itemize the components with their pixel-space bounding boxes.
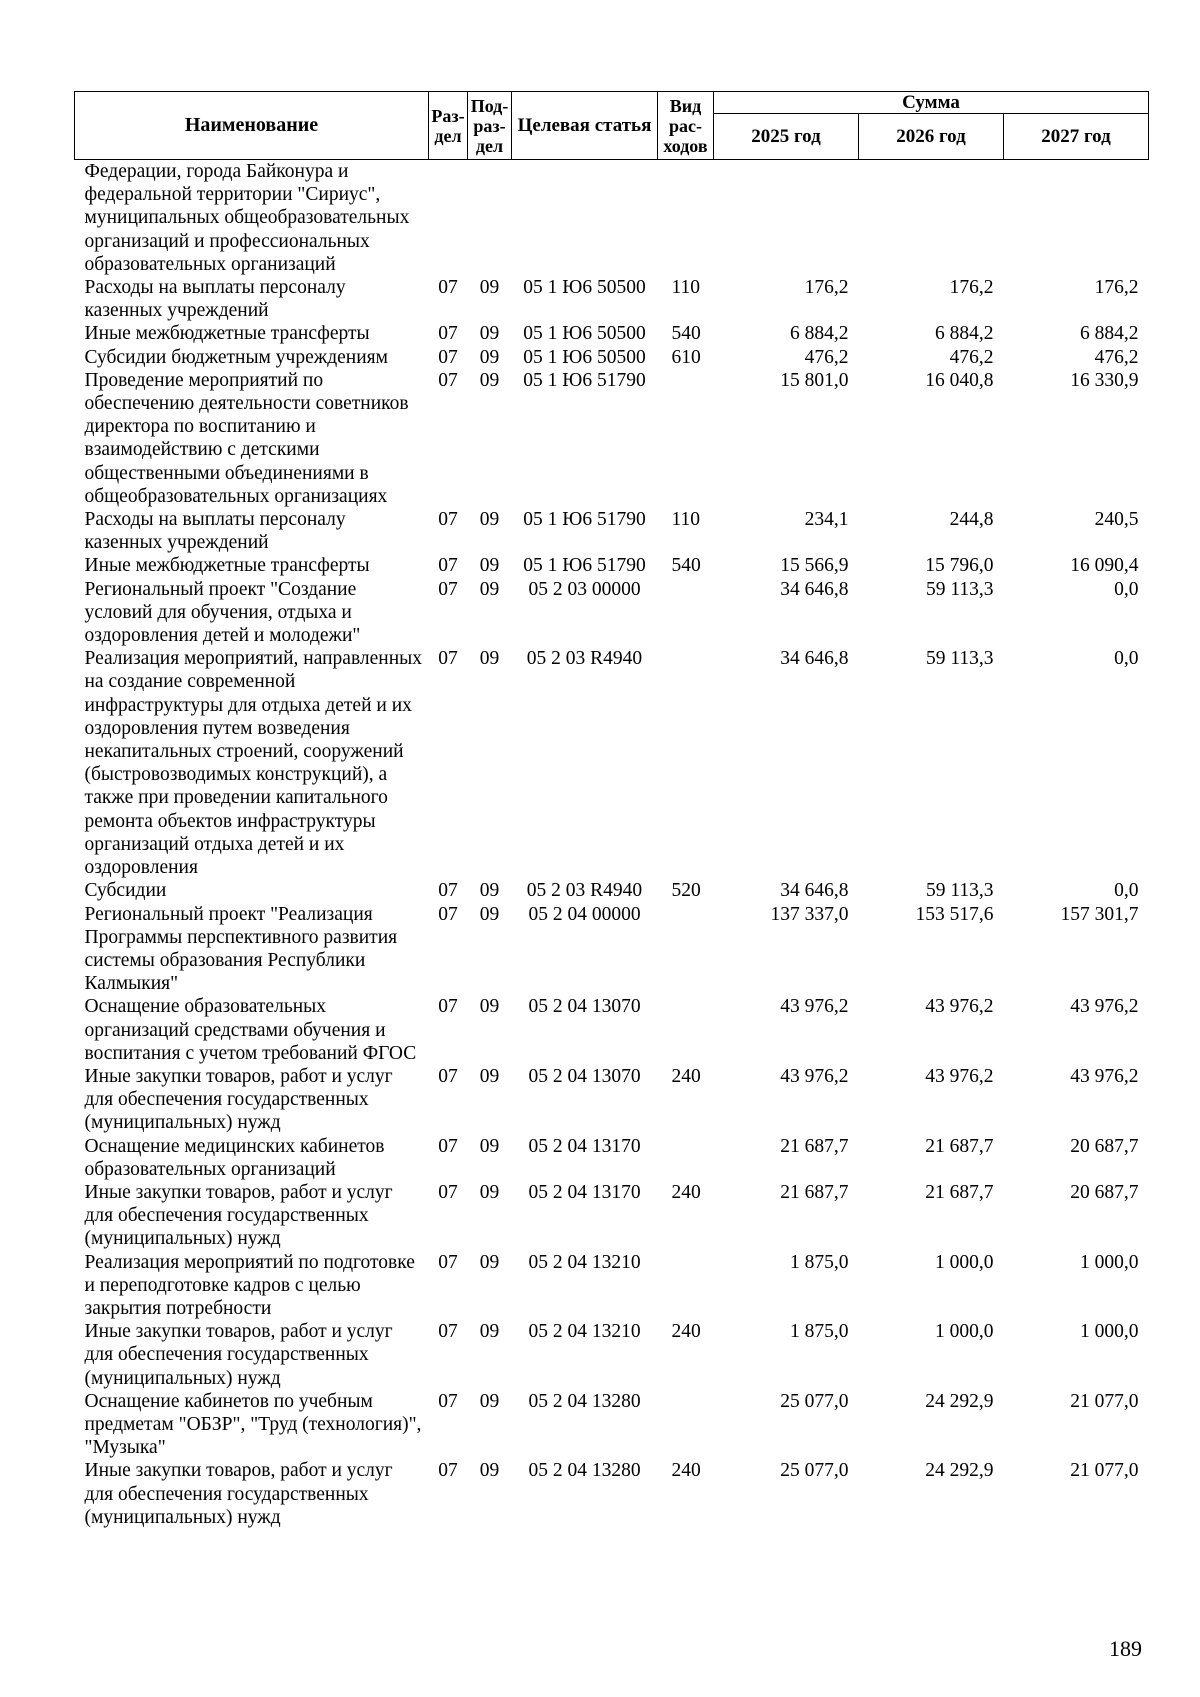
row-razdel: 07 xyxy=(438,509,458,531)
header-year-2026: 2026 год xyxy=(859,114,1004,160)
row-amount-2026: 59 113,3 xyxy=(925,578,994,600)
table-row xyxy=(75,1390,1149,1460)
row-name: Оснащение образовательных организаций средствами обучения и воспитания с учетом требований ФГОС xyxy=(84,996,417,1064)
row-name: Иные межбюджетные трансферты xyxy=(84,555,370,577)
row-amount-2025: 234,1 xyxy=(804,509,849,531)
row-podrazdel: 09 xyxy=(479,323,500,345)
row-podrazdel: 09 xyxy=(479,1251,500,1273)
row-celevaya: 05 1 Ю6 51790 xyxy=(523,555,646,577)
row-vid xyxy=(658,1135,714,1181)
row-amount-2025 xyxy=(714,160,859,277)
row-vid: 240 xyxy=(671,1460,701,1482)
row-amount-2026: 476,2 xyxy=(949,346,994,368)
table-header xyxy=(75,92,1149,160)
table-body xyxy=(75,160,1149,1529)
row-podrazdel: 09 xyxy=(479,578,500,600)
table-row xyxy=(75,647,1149,879)
row-amount-2026 xyxy=(859,160,1004,277)
row-amount-2027: 16 090,4 xyxy=(1070,555,1139,577)
table-row xyxy=(75,1181,1149,1251)
row-amount-2027: 0,0 xyxy=(1114,880,1139,902)
table-row xyxy=(75,1065,1149,1135)
row-amount-2027: 1 000,0 xyxy=(1080,1251,1139,1273)
header-year-2027: 2027 год xyxy=(1004,114,1149,160)
row-amount-2026: 43 976,2 xyxy=(925,1065,994,1087)
row-amount-2027: 20 687,7 xyxy=(1070,1135,1139,1157)
row-celevaya: 05 2 03 R4940 xyxy=(526,880,643,902)
row-vid xyxy=(658,903,714,996)
row-amount-2025: 43 976,2 xyxy=(780,996,849,1018)
table-row xyxy=(75,346,1149,369)
document-page xyxy=(74,91,1148,1529)
table-row xyxy=(75,1459,1149,1529)
row-razdel: 07 xyxy=(438,1390,458,1412)
row-celevaya: 05 2 04 00000 xyxy=(528,903,641,925)
row-podrazdel: 09 xyxy=(479,277,500,299)
row-podrazdel: 09 xyxy=(479,903,500,925)
row-amount-2026: 21 687,7 xyxy=(925,1135,994,1157)
row-celevaya: 05 2 04 13280 xyxy=(528,1460,641,1482)
row-razdel: 07 xyxy=(438,1181,458,1203)
row-amount-2026: 24 292,9 xyxy=(925,1390,994,1412)
row-podrazdel: 09 xyxy=(479,1181,500,1203)
row-amount-2025: 6 884,2 xyxy=(790,323,849,345)
row-vid: 610 xyxy=(671,346,701,368)
table-row xyxy=(75,903,1149,996)
row-razdel: 07 xyxy=(438,1065,458,1087)
row-amount-2027: 6 884,2 xyxy=(1080,323,1139,345)
row-celevaya: 05 2 04 13070 xyxy=(528,1065,641,1087)
row-razdel: 07 xyxy=(438,555,458,577)
table-row xyxy=(75,508,1149,554)
row-vid: 240 xyxy=(671,1065,701,1087)
row-celevaya: 05 1 Ю6 50500 xyxy=(523,323,646,345)
row-vid xyxy=(658,369,714,508)
row-name: Субсидии xyxy=(84,880,167,902)
table-row xyxy=(75,879,1149,902)
row-podrazdel: 09 xyxy=(479,555,500,577)
row-podrazdel: 09 xyxy=(479,346,500,368)
row-razdel: 07 xyxy=(438,1321,458,1343)
row-vid: 240 xyxy=(671,1181,701,1203)
row-celevaya: 05 2 04 13070 xyxy=(528,996,641,1018)
row-razdel: 07 xyxy=(438,346,458,368)
row-amount-2026: 43 976,2 xyxy=(925,996,994,1018)
row-celevaya: 05 2 04 13210 xyxy=(528,1251,641,1273)
table-row xyxy=(75,369,1149,508)
row-amount-2026: 244,8 xyxy=(949,509,994,531)
row-amount-2027: 0,0 xyxy=(1114,648,1139,670)
row-amount-2027: 21 077,0 xyxy=(1070,1390,1139,1412)
row-celevaya xyxy=(512,160,658,277)
row-amount-2027: 0,0 xyxy=(1114,578,1139,600)
row-podrazdel: 09 xyxy=(479,1460,500,1482)
page-number: 189 xyxy=(1109,1636,1142,1661)
row-amount-2026: 16 040,8 xyxy=(925,369,994,391)
row-name: Региональный проект "Реализация Программы перспективного развития системы образования Республики Калмыкия" xyxy=(84,903,398,995)
row-amount-2027: 176,2 xyxy=(1094,277,1139,299)
row-vid: 240 xyxy=(671,1321,701,1343)
row-name: Иные закупки товаров, работ и услуг для обеспечения государственных (муниципальных) нужд xyxy=(84,1065,393,1134)
table-row xyxy=(75,322,1149,345)
row-name: Реализация мероприятий по подготовке и переподготовке кадров с целью закрытия потребности xyxy=(84,1251,415,1319)
row-razdel: 07 xyxy=(438,1135,458,1157)
row-razdel: 07 xyxy=(438,277,458,299)
row-vid: 540 xyxy=(671,323,701,345)
row-amount-2027: 1 000,0 xyxy=(1080,1321,1139,1343)
row-amount-2027: 43 976,2 xyxy=(1070,1065,1139,1087)
row-amount-2026: 21 687,7 xyxy=(925,1181,994,1203)
row-name: Оснащение медицинских кабинетов образовательных организаций xyxy=(84,1135,385,1180)
row-amount-2025: 34 646,8 xyxy=(780,648,849,670)
row-podrazdel: 09 xyxy=(479,369,500,391)
row-amount-2027: 157 301,7 xyxy=(1060,903,1139,925)
table-row xyxy=(75,1135,1149,1181)
row-name: Реализация мероприятий, направленных на создание современной инфраструктуры для отдыха детей и их оздоровления путем возведения некапитальных строений, сооружений (быстровозводимых конструкций), а также при проведении капитального ремонта объектов инфраструктуры организаций отдыха детей и их оздоровления xyxy=(84,648,423,879)
row-razdel: 07 xyxy=(438,648,458,670)
row-amount-2026: 15 796,0 xyxy=(925,555,994,577)
row-amount-2025: 176,2 xyxy=(804,277,849,299)
row-razdel: 07 xyxy=(438,323,458,345)
row-vid xyxy=(658,578,714,648)
row-amount-2025: 1 875,0 xyxy=(790,1251,849,1273)
row-amount-2026: 153 517,6 xyxy=(915,903,994,925)
row-name: Иные закупки товаров, работ и услуг для обеспечения государственных (муниципальных) нужд xyxy=(84,1181,393,1250)
row-name: Проведение мероприятий по обеспечению деятельности советников директора по воспитанию и взаимодействию с детскими общественными объединениями в общеобразовательных организациях xyxy=(84,369,409,507)
row-name: Иные закупки товаров, работ и услуг для обеспечения государственных (муниципальных) нужд xyxy=(84,1321,393,1389)
row-amount-2025: 1 875,0 xyxy=(790,1321,849,1343)
row-amount-2025: 25 077,0 xyxy=(780,1390,849,1412)
table-row xyxy=(75,1251,1149,1321)
row-name: Расходы на выплаты персоналу казенных учреждений xyxy=(84,509,346,554)
row-amount-2027: 16 330,9 xyxy=(1070,369,1139,391)
row-podrazdel: 09 xyxy=(479,509,500,531)
header-vid: Вид рас-ходов xyxy=(658,92,714,160)
row-razdel: 07 xyxy=(438,880,458,902)
row-amount-2025: 15 566,9 xyxy=(780,555,849,577)
row-celevaya: 05 2 04 13210 xyxy=(528,1321,641,1343)
row-podrazdel: 09 xyxy=(479,1065,500,1087)
row-razdel: 07 xyxy=(438,1460,458,1482)
row-celevaya: 05 2 03 00000 xyxy=(528,578,641,600)
row-vid xyxy=(658,160,714,277)
row-vid xyxy=(658,647,714,879)
row-podrazdel: 09 xyxy=(479,1321,500,1343)
row-amount-2026: 24 292,9 xyxy=(925,1460,994,1482)
row-razdel: 07 xyxy=(438,369,458,391)
table-row xyxy=(75,276,1149,322)
row-amount-2027: 476,2 xyxy=(1094,346,1139,368)
row-celevaya: 05 1 Ю6 51790 xyxy=(523,509,646,531)
budget-table xyxy=(74,91,1149,1529)
row-celevaya: 05 1 Ю6 50500 xyxy=(523,346,646,368)
row-vid: 110 xyxy=(671,509,701,531)
row-vid xyxy=(658,1251,714,1321)
row-amount-2027 xyxy=(1004,160,1149,277)
header-name: Наименование xyxy=(75,92,429,160)
row-name: Федерации, города Байконура и федеральной территории "Сириус", муниципальных общеобразовательных организаций и профессиональных образовательных организаций xyxy=(84,161,410,275)
row-name: Расходы на выплаты персоналу казенных учреждений xyxy=(84,277,346,322)
row-name: Региональный проект "Создание условий для обучения, отдыха и оздоровления детей и молодежи" xyxy=(84,578,361,647)
row-celevaya: 05 2 03 R4940 xyxy=(526,648,643,670)
row-celevaya: 05 2 04 13280 xyxy=(528,1390,641,1412)
row-celevaya: 05 2 04 13170 xyxy=(528,1181,641,1203)
row-podrazdel: 09 xyxy=(479,880,500,902)
row-amount-2027: 240,5 xyxy=(1094,509,1139,531)
row-amount-2025: 21 687,7 xyxy=(780,1135,849,1157)
header-year-2025: 2025 год xyxy=(714,114,859,160)
row-razdel: 07 xyxy=(438,903,458,925)
table-row xyxy=(75,578,1149,648)
row-vid: 540 xyxy=(671,555,701,577)
row-razdel: 07 xyxy=(438,578,458,600)
row-name: Иные межбюджетные трансферты xyxy=(84,323,370,345)
row-amount-2026: 6 884,2 xyxy=(935,323,994,345)
row-celevaya: 05 2 04 13170 xyxy=(528,1135,641,1157)
row-amount-2027: 43 976,2 xyxy=(1070,996,1139,1018)
row-podrazdel: 09 xyxy=(479,996,500,1018)
row-amount-2025: 15 801,0 xyxy=(780,369,849,391)
row-podrazdel xyxy=(468,160,512,277)
row-podrazdel: 09 xyxy=(479,1390,500,1412)
row-razdel: 07 xyxy=(438,1251,458,1273)
row-amount-2025: 137 337,0 xyxy=(770,903,849,925)
row-name: Оснащение кабинетов по учебным предметам "ОБЗР", "Труд (технология)", "Музыка" xyxy=(84,1390,422,1459)
row-amount-2026: 176,2 xyxy=(949,277,994,299)
row-name: Субсидии бюджетным учреждениям xyxy=(84,346,388,368)
row-podrazdel: 09 xyxy=(479,648,500,670)
header-podrazdel: Под-раз-дел xyxy=(468,92,512,160)
table-row xyxy=(75,1320,1149,1390)
row-amount-2027: 21 077,0 xyxy=(1070,1460,1139,1482)
row-celevaya: 05 1 Ю6 50500 xyxy=(523,277,646,299)
header-razdel: Раз-дел xyxy=(429,92,468,160)
row-amount-2026: 59 113,3 xyxy=(925,880,994,902)
row-amount-2026: 1 000,0 xyxy=(935,1321,994,1343)
row-amount-2026: 1 000,0 xyxy=(935,1251,994,1273)
table-row xyxy=(75,554,1149,577)
row-celevaya: 05 1 Ю6 51790 xyxy=(523,369,646,391)
row-amount-2027: 20 687,7 xyxy=(1070,1181,1139,1203)
row-amount-2025: 43 976,2 xyxy=(780,1065,849,1087)
row-amount-2026: 59 113,3 xyxy=(925,648,994,670)
header-summa: Сумма xyxy=(714,92,1149,114)
row-amount-2025: 34 646,8 xyxy=(780,880,849,902)
row-name: Иные закупки товаров, работ и услуг для обеспечения государственных (муниципальных) нужд xyxy=(84,1460,393,1528)
row-amount-2025: 476,2 xyxy=(804,346,849,368)
table-row xyxy=(75,995,1149,1065)
row-amount-2025: 34 646,8 xyxy=(780,578,849,600)
row-razdel xyxy=(429,160,468,277)
row-vid: 110 xyxy=(671,277,701,299)
header-celevaya: Целевая статья xyxy=(512,92,658,160)
row-vid xyxy=(658,1390,714,1460)
row-amount-2025: 25 077,0 xyxy=(780,1460,849,1482)
row-razdel: 07 xyxy=(438,996,458,1018)
row-podrazdel: 09 xyxy=(479,1135,500,1157)
row-vid xyxy=(658,995,714,1065)
row-vid: 520 xyxy=(671,880,701,902)
table-row xyxy=(75,160,1149,277)
row-amount-2025: 21 687,7 xyxy=(780,1181,849,1203)
